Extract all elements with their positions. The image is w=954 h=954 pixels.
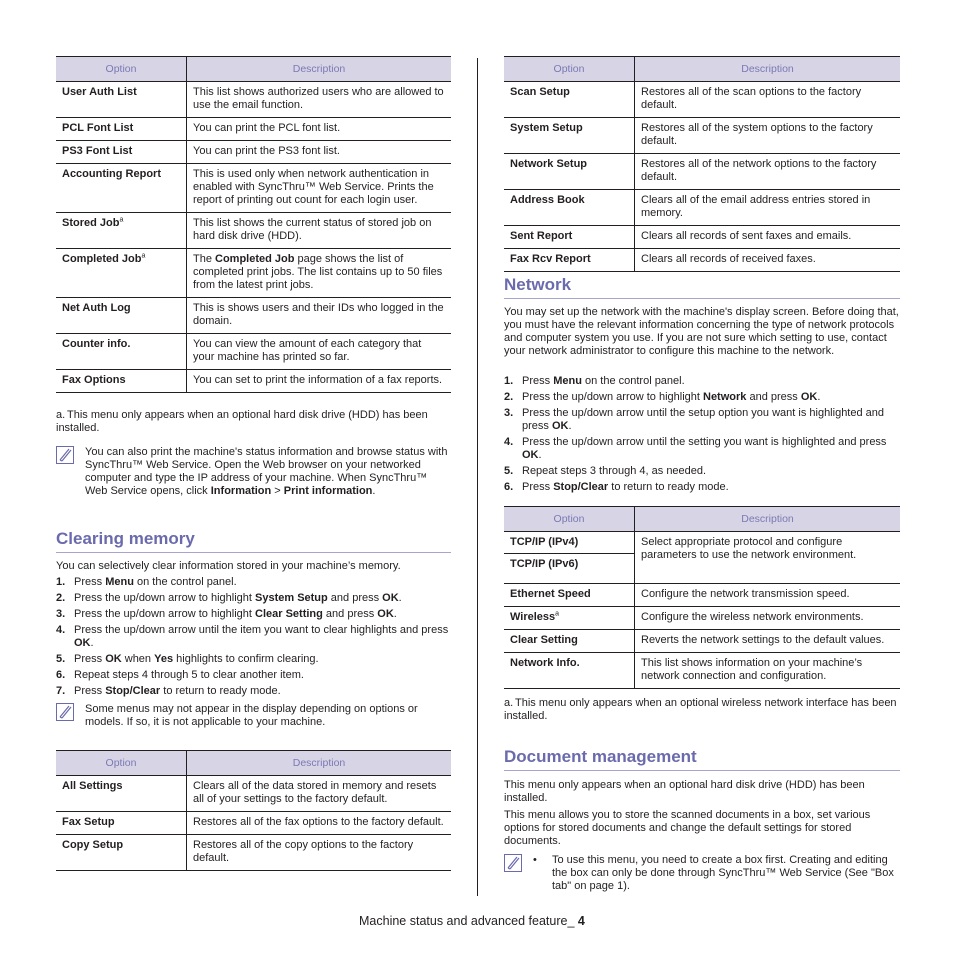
option-cell: System Setup (504, 118, 635, 154)
description-cell: Restores all of the network options to the factory default. (635, 154, 901, 190)
option-cell: Clear Setting (504, 630, 635, 653)
description-header: Description (635, 57, 901, 82)
footnote-label: a. (56, 409, 66, 421)
restore-options-table (504, 56, 900, 272)
description-cell: Configure the wireless network environments. (635, 607, 901, 630)
option-cell: Accounting Report (56, 164, 187, 213)
option-cell: Network Setup (504, 154, 635, 190)
option-cell: Counter info. (56, 334, 187, 370)
option-cell: All Settings (56, 776, 187, 812)
footer-text: Machine status and advanced feature_ (359, 914, 578, 928)
description-cell: Clears all of the data stored in memory and resets all of your settings to the factory default. (187, 776, 452, 812)
description-cell: The Completed Job page shows the list of completed print jobs. The list contains up to 50 files from the latest print jobs. (187, 249, 452, 298)
step-number: 3. (56, 608, 66, 620)
description-cell: This list shows authorized users who are allowed to use the email function. (187, 82, 452, 118)
table-row (56, 835, 451, 871)
note-menus (56, 703, 451, 729)
option-header: Option (504, 57, 635, 82)
table-row (56, 141, 451, 164)
table-body (504, 82, 900, 272)
table-row (504, 630, 900, 653)
step-item: 4. Press the up/down arrow until the setting you want is highlighted and press OK. (504, 436, 887, 461)
option-header: Option (56, 57, 187, 82)
step-number: 5. (504, 465, 514, 477)
step-number: 6. (504, 481, 514, 493)
option-cell (504, 532, 635, 584)
step-number: 4. (504, 436, 514, 448)
step-number: 6. (56, 669, 66, 681)
table-row (504, 118, 900, 154)
step-item: 2. Press the up/down arrow to highlight Network and press OK. (504, 391, 821, 403)
table-row (504, 190, 900, 226)
description-cell: Clears all records of sent faxes and emails. (635, 226, 901, 249)
description-header: Description (187, 751, 452, 776)
report-options-table (56, 56, 451, 393)
table-row (56, 334, 451, 370)
option-cell: Network Info. (504, 653, 635, 689)
option-cell: Ethernet Speed (504, 584, 635, 607)
table-row (56, 812, 451, 835)
clear-options-table (56, 750, 451, 871)
step-number: 2. (56, 592, 66, 604)
option-header: Option (56, 751, 187, 776)
table-footnote (504, 697, 900, 723)
note-text: • To use this menu, you need to create a box first. Creating and editing the box can only be done through SyncThru™ Web Service (See "Box tab" on page 1). (533, 854, 894, 892)
step-item: 3. Press the up/down arrow to highlight Clear Setting and press OK. (56, 608, 397, 620)
option-cell: Fax Rcv Report (504, 249, 635, 272)
footnote-label: a. (504, 697, 514, 709)
step-number: 3. (504, 407, 514, 419)
step-item: 1. Press Menu on the control panel. (504, 375, 685, 387)
table-row (56, 298, 451, 334)
step-number: 7. (56, 685, 66, 697)
description-cell: You can print the PCL font list. (187, 118, 452, 141)
option-cell: Wireless$^a$ (504, 607, 635, 630)
description-cell: This list shows the current status of stored job on hard disk drive (HDD). (187, 213, 452, 249)
description-cell: This is shows users and their IDs who logged in the domain. (187, 298, 452, 334)
description-cell: Restores all of the scan options to the factory default. (635, 82, 901, 118)
option-cell: Net Auth Log (56, 298, 187, 334)
description-header: Description (635, 507, 901, 532)
clearing-memory-heading: Clearing memory (56, 529, 451, 553)
note-text: You can also print the machine's status information and browse status with SyncThru™ Web Service. Open the Web browser on your networked computer and type the IP address of your machine. When SyncThru™ Web Service opens, click Information > Print information. (85, 446, 448, 497)
option-cell: Scan Setup (504, 82, 635, 118)
note-status-info (56, 446, 451, 498)
step-number: 2. (504, 391, 514, 403)
step-number: 1. (504, 375, 514, 387)
step-item: 4. Press the up/down arrow until the item you want to clear highlights and press OK. (56, 624, 449, 649)
option-header: Option (504, 507, 635, 532)
description-cell: You can print the PS3 font list. (187, 141, 452, 164)
step-item: 3. Press the up/down arrow until the setup option you want is highlighted and press OK. (504, 407, 885, 432)
note-icon (504, 854, 522, 872)
document-p1: This menu only appears when an optional hard disk drive (HDD) has been installed. (504, 779, 865, 804)
step-item: 7. Press Stop/Clear to return to ready mode. (56, 685, 281, 697)
step-number: 5. (56, 653, 66, 665)
note-box (504, 854, 900, 893)
step-number: 4. (56, 624, 66, 636)
table-row (504, 82, 900, 118)
step-item: 2. Press the up/down arrow to highlight System Setup and press OK. (56, 592, 402, 604)
page-footer (359, 914, 585, 928)
footnote-marker: a (555, 610, 560, 618)
note-icon (56, 446, 74, 464)
column-divider (477, 58, 478, 896)
option-cell: Completed Job$^a$ (56, 249, 187, 298)
page-number: 4 (577, 914, 585, 928)
clearing-steps-list (56, 576, 451, 701)
step-item: 6. Press Stop/Clear to return to ready mode. (504, 481, 729, 493)
step-item: 5. Repeat steps 3 through 4, as needed. (504, 465, 707, 477)
option-cell: Stored Job$^a$ (56, 213, 187, 249)
table-row (504, 653, 900, 689)
table-row (56, 164, 451, 213)
step-item: 5. Press OK when Yes highlights to confirm clearing. (56, 653, 319, 665)
table-footnote (56, 409, 451, 435)
option-cell: Copy Setup (56, 835, 187, 871)
table-row (504, 532, 900, 584)
option-cell: Sent Report (504, 226, 635, 249)
note-text: Some menus may not appear in the display depending on options or models. If so, it is not applicable to your machine. (85, 703, 418, 728)
table-row (56, 776, 451, 812)
option-cell: Fax Options (56, 370, 187, 393)
table-body (504, 532, 900, 689)
footnote-text: This menu only appears when an optional wireless network interface has been installed. (504, 697, 897, 722)
description-cell: Restores all of the system options to the factory default. (635, 118, 901, 154)
network-heading: Network (504, 275, 900, 299)
description-cell: Configure the network transmission speed. (635, 584, 901, 607)
description-cell: This list shows information on your machine’s network connection and configuration. (635, 653, 901, 689)
table-row (56, 118, 451, 141)
step-item: 1. Press Menu on the control panel. (56, 576, 237, 588)
table-row (56, 370, 451, 393)
footnote-marker: a (119, 216, 124, 224)
table-row (56, 213, 451, 249)
description-cell: You can view the amount of each category that your machine has printed so far. (187, 334, 452, 370)
description-cell: Restores all of the fax options to the factory default. (187, 812, 452, 835)
network-steps-list (504, 375, 900, 497)
option-cell: User Auth List (56, 82, 187, 118)
table-body (56, 776, 451, 871)
description-header: Description (187, 57, 452, 82)
footnote-marker: a (141, 252, 146, 260)
description-cell: Select appropriate protocol and configure parameters to use the network environment. (635, 532, 901, 584)
table-row (504, 226, 900, 249)
document-p2: This menu allows you to store the scanned documents in a box, set various options for stored documents and change the default settings for stored documents. (504, 809, 871, 847)
option-cell: PS3 Font List (56, 141, 187, 164)
step-number: 1. (56, 576, 66, 588)
step-item: 6. Repeat steps 4 through 5 to clear another item. (56, 669, 304, 681)
description-cell: Clears all records of received faxes. (635, 249, 901, 272)
network-intro: You may set up the network with the machine's display screen. Before doing that, you must have the relevant information concerning the type of network protocols and computer system you use. If you are not sure which setting to use, contact your network administrator to configure this machine to the network. (504, 306, 899, 357)
option-ipv4: TCP/IP (IPv4) (504, 532, 634, 554)
bullet: • (533, 854, 537, 866)
table-body (56, 82, 451, 393)
network-options-table (504, 506, 900, 689)
option-cell: PCL Font List (56, 118, 187, 141)
description-cell: This is used only when network authentication in enabled with SyncThru™ Web Service. Prints the report of printing out count for each login user. (187, 164, 452, 213)
description-cell: Reverts the network settings to the default values. (635, 630, 901, 653)
table-row (504, 154, 900, 190)
note-icon (56, 703, 74, 721)
option-cell: Address Book (504, 190, 635, 226)
table-row (504, 584, 900, 607)
table-row (56, 82, 451, 118)
option-ipv6: TCP/IP (IPv6) (510, 558, 579, 570)
option-cell: Fax Setup (56, 812, 187, 835)
clearing-intro: You can selectively clear information stored in your machine’s memory. (56, 560, 401, 572)
table-row (56, 249, 451, 298)
description-cell: You can set to print the information of a fax reports. (187, 370, 452, 393)
footnote-text: This menu only appears when an optional hard disk drive (HDD) has been installed. (56, 409, 428, 434)
description-cell: Restores all of the copy options to the factory default. (187, 835, 452, 871)
table-row (504, 249, 900, 272)
document-management-heading: Document management (504, 747, 900, 771)
description-cell: Clears all of the email address entries stored in memory. (635, 190, 901, 226)
table-row (504, 607, 900, 630)
